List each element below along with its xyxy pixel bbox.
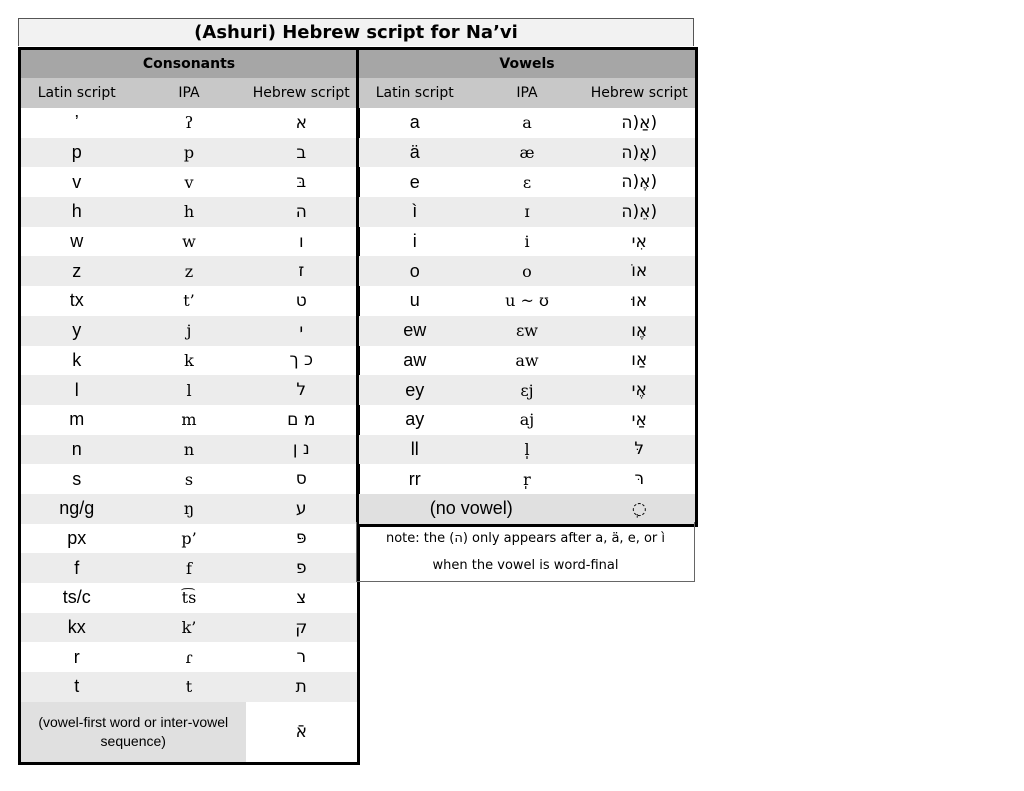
latin-cell: z xyxy=(20,256,133,286)
ipa-cell: ɛj xyxy=(471,375,584,405)
ipa-cell: j xyxy=(133,316,246,346)
hebrew-cell: (אַ(ה xyxy=(621,112,658,133)
hebrew-cell: ה xyxy=(246,197,359,227)
consonants-last-hebrew: אֿ xyxy=(295,721,307,742)
ipa-cell: æ xyxy=(471,138,584,168)
vowels-table xyxy=(356,47,698,527)
ipa-cell: p xyxy=(133,138,246,168)
vowels-col-hebrew: Hebrew script xyxy=(584,78,697,108)
page-title: (Ashuri) Hebrew script for Na’vi xyxy=(18,18,694,46)
table-row xyxy=(20,642,359,672)
ipa-cell: ɾ xyxy=(185,647,193,667)
ipa-cell: t’ xyxy=(183,291,195,311)
ipa-cell: u ~ ʊ xyxy=(505,291,549,311)
ipa-cell: aj xyxy=(519,410,535,430)
table-row xyxy=(20,316,359,346)
latin-cell: m xyxy=(69,409,85,430)
table-row xyxy=(358,256,697,286)
ipa-cell: z xyxy=(133,256,246,286)
ipa-cell: l xyxy=(133,375,246,405)
latin-cell: aw xyxy=(403,349,427,370)
table-row xyxy=(20,227,359,257)
table-row xyxy=(20,167,359,197)
vowels-last-latin: (no vowel) xyxy=(358,494,584,525)
ipa-cell: m xyxy=(181,410,197,430)
ipa-cell: aw xyxy=(515,350,539,370)
latin-cell: y xyxy=(20,316,133,346)
hebrew-cell: ק xyxy=(246,613,359,643)
table-row xyxy=(358,346,697,376)
ipa-cell: s xyxy=(184,469,194,489)
ipa-cell: ɛw xyxy=(471,316,584,346)
note-line-1: note: the (ה) only appears after a, ä, e, or ì xyxy=(385,531,666,546)
latin-cell: v xyxy=(72,171,82,192)
latin-cell: a xyxy=(409,112,420,133)
ipa-cell: ʔ xyxy=(184,113,194,133)
table-row xyxy=(20,108,359,138)
hebrew-cell: בּ xyxy=(296,172,307,193)
latin-cell: kx xyxy=(20,613,133,643)
ipa-cell: h xyxy=(133,197,246,227)
hebrew-cell: פּ xyxy=(295,528,307,549)
latin-cell: ts/c xyxy=(62,587,91,608)
latin-cell: ä xyxy=(358,138,471,168)
hebrew-cell: א xyxy=(295,112,307,133)
latin-cell: l xyxy=(20,375,133,405)
table-row xyxy=(20,613,359,643)
hebrew-cell: רּ xyxy=(634,469,645,490)
table-row xyxy=(358,405,697,435)
ipa-cell: t xyxy=(133,672,246,702)
hebrew-cell: אִי xyxy=(631,231,647,252)
table-row xyxy=(20,375,359,405)
ipa-cell: f xyxy=(133,553,246,583)
hebrew-cell: ר xyxy=(296,647,307,668)
note xyxy=(356,522,695,582)
latin-cell: ll xyxy=(358,435,471,465)
table-row xyxy=(358,435,697,465)
table-row xyxy=(358,286,697,316)
hebrew-cell: אֶי xyxy=(584,375,697,405)
ipa-cell: ɪ xyxy=(471,197,584,227)
consonants-heading: Consonants xyxy=(20,49,359,79)
hebrew-cell: ב xyxy=(246,138,359,168)
table-row xyxy=(20,672,359,702)
hebrew-cell: כ ך xyxy=(289,350,314,371)
hebrew-cell: (אָ(ה xyxy=(584,138,697,168)
table-row xyxy=(20,464,359,494)
hebrew-cell: מ ם xyxy=(287,409,316,430)
hebrew-cell: אַו xyxy=(631,350,648,371)
consonants-col-ipa: IPA xyxy=(133,78,246,108)
hebrew-cell: (אֵ(ה xyxy=(584,197,697,227)
hebrew-cell: ל xyxy=(246,375,359,405)
hebrew-cell: ו xyxy=(298,231,304,252)
hebrew-cell: ס xyxy=(295,469,307,490)
ipa-cell: ŋ xyxy=(133,494,246,524)
hebrew-cell: אוֹ xyxy=(584,256,697,286)
ipa-cell: i xyxy=(524,232,530,252)
consonants-col-latin: Latin script xyxy=(20,78,133,108)
latin-cell: e xyxy=(409,171,420,192)
latin-cell: tx xyxy=(69,290,84,311)
table-row xyxy=(358,167,697,197)
vowels-last-hebrew: ◌ְ xyxy=(584,494,697,525)
hebrew-cell: ז xyxy=(246,256,359,286)
ipa-cell: p’ xyxy=(181,528,197,548)
consonants-last-latin: (vowel-first word or inter-vowel sequence) xyxy=(20,702,246,764)
hebrew-cell: לּ xyxy=(584,435,697,465)
latin-cell: p xyxy=(20,138,133,168)
hebrew-cell: י xyxy=(246,316,359,346)
ipa-cell: k xyxy=(184,350,194,370)
latin-cell: f xyxy=(20,553,133,583)
latin-cell: s xyxy=(72,468,82,489)
hebrew-cell: (אֶ(ה xyxy=(621,172,658,193)
ipa-cell: v xyxy=(184,172,194,192)
latin-cell: w xyxy=(70,231,84,252)
ipa-cell: a xyxy=(522,113,532,133)
latin-cell: n xyxy=(20,435,133,465)
table-row xyxy=(20,435,359,465)
ipa-cell: n xyxy=(133,435,246,465)
latin-cell: k xyxy=(72,349,82,370)
hebrew-cell: אַי xyxy=(631,409,647,430)
consonants-col-hebrew: Hebrew script xyxy=(246,78,359,108)
latin-cell: h xyxy=(20,197,133,227)
table-row xyxy=(20,138,359,168)
hebrew-cell: צ xyxy=(296,587,307,608)
table-row xyxy=(20,346,359,376)
latin-cell: ng/g xyxy=(20,494,133,524)
latin-cell: t xyxy=(20,672,133,702)
hebrew-cell: נ ן xyxy=(246,435,359,465)
ipa-cell: r̩ xyxy=(523,469,531,489)
table-row xyxy=(20,494,359,524)
latin-cell: ’ xyxy=(74,112,79,133)
hebrew-cell: ת xyxy=(246,672,359,702)
table-row xyxy=(358,138,697,168)
vowels-col-ipa: IPA xyxy=(471,78,584,108)
table-row xyxy=(20,197,359,227)
table-row xyxy=(358,316,697,346)
hebrew-cell: ע xyxy=(246,494,359,524)
vowels-col-latin: Latin script xyxy=(358,78,471,108)
latin-cell: ey xyxy=(358,375,471,405)
latin-cell: rr xyxy=(408,468,421,489)
latin-cell: u xyxy=(409,290,420,311)
table-row xyxy=(358,375,697,405)
table-row xyxy=(358,464,697,494)
table-row xyxy=(358,227,697,257)
latin-cell: px xyxy=(67,527,87,548)
ipa-cell: w xyxy=(182,232,196,252)
hebrew-cell: פ xyxy=(246,553,359,583)
note-line-2: when the vowel is word-final xyxy=(432,558,619,573)
table-row xyxy=(20,405,359,435)
ipa-cell: t͡s xyxy=(181,588,197,608)
table-row xyxy=(20,286,359,316)
hebrew-cell: ט xyxy=(295,290,307,311)
table-row xyxy=(20,524,359,554)
consonants-last-row xyxy=(20,702,359,764)
table-row xyxy=(20,256,359,286)
vowels-heading: Vowels xyxy=(358,49,697,79)
table-row xyxy=(20,553,359,583)
latin-cell: ay xyxy=(405,409,425,430)
latin-cell: i xyxy=(412,231,417,252)
hebrew-cell: אֶו xyxy=(584,316,697,346)
consonants-table xyxy=(18,47,360,765)
table-row xyxy=(358,197,697,227)
ipa-cell: l̩ xyxy=(471,435,584,465)
table-row xyxy=(20,583,359,613)
latin-cell: ì xyxy=(358,197,471,227)
vowels-last-row xyxy=(358,494,697,525)
latin-cell: r xyxy=(73,646,80,667)
table-row xyxy=(358,108,697,138)
latin-cell: o xyxy=(358,256,471,286)
ipa-cell: k’ xyxy=(133,613,246,643)
hebrew-cell: אוּ xyxy=(631,290,648,311)
latin-cell: ew xyxy=(358,316,471,346)
ipa-cell: ɛ xyxy=(522,172,532,192)
ipa-cell: o xyxy=(471,256,584,286)
